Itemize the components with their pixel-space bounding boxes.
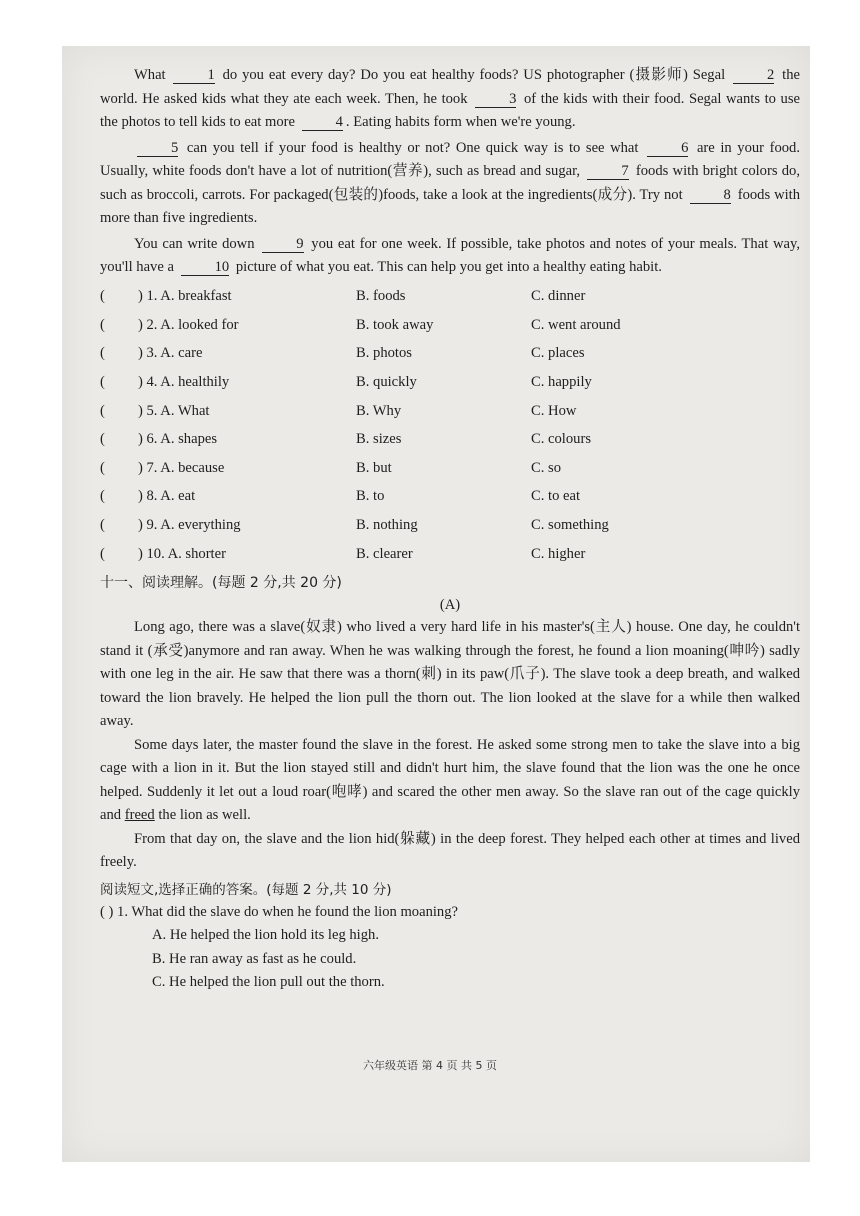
option-row bbox=[100, 540, 800, 569]
blank-8[interactable]: 8 bbox=[690, 187, 731, 204]
option-c: C. dinner bbox=[531, 288, 586, 305]
option-c: C. to eat bbox=[531, 488, 581, 505]
option-row bbox=[100, 397, 800, 426]
reading-paragraph-3: From that day on, the slave and the lion hid(躲藏) in the deep forest. They helped each other at times and lived freely. bbox=[100, 830, 800, 871]
option-a: ) 8. A. eat bbox=[138, 488, 196, 505]
option-c: C. places bbox=[531, 345, 585, 362]
option-row bbox=[100, 511, 800, 540]
reading-instruction: 阅读短文,选择正确的答案。(每题 2 分,共 10 分) bbox=[100, 881, 392, 898]
option-b: B. but bbox=[356, 459, 392, 476]
option-b: B. quickly bbox=[356, 374, 417, 391]
cloze-options bbox=[100, 283, 800, 569]
option-b: B. took away bbox=[356, 316, 434, 333]
blank-10[interactable]: 10 bbox=[181, 259, 230, 276]
answer-bracket[interactable]: ( bbox=[100, 517, 105, 534]
option-row bbox=[100, 425, 800, 454]
answer-bracket[interactable]: ( bbox=[100, 402, 105, 419]
option-row bbox=[100, 483, 800, 512]
option-a: ) 3. A. care bbox=[138, 345, 203, 362]
option-b: B. to bbox=[356, 488, 385, 505]
blank-4[interactable]: 4 bbox=[302, 114, 343, 131]
cloze-paragraph-1: What 1 do you eat every day? Do you eat healthy foods? US photographer (摄影师) Segal 2 the world. He asked kids what they ate each week. Then, he took 3 of the kids with their food. Segal wants to use the photos to tell kids to eat more 4 . Eating habits form when we're young. bbox=[100, 67, 800, 130]
option-a: ) 5. A. What bbox=[138, 402, 210, 419]
question-1[interactable]: ( ) 1. What did the slave do when he found the lion moaning? bbox=[100, 903, 459, 920]
option-row bbox=[100, 340, 800, 369]
option-a: ) 9. A. everything bbox=[138, 517, 241, 534]
reading-heading: 十一、阅读理解。(每题 2 分,共 20 分) bbox=[100, 575, 342, 592]
question-1-option-a: A. He helped the lion hold its leg high. bbox=[152, 927, 379, 944]
question-1-option-b: B. He ran away as fast as he could. bbox=[152, 950, 357, 967]
answer-bracket[interactable]: ( bbox=[100, 345, 105, 362]
option-row bbox=[100, 283, 800, 312]
option-b: B. photos bbox=[356, 345, 412, 362]
section-label: (A) bbox=[439, 597, 461, 614]
option-c: C. happily bbox=[531, 374, 592, 391]
reading-paragraph-2: Some days later, the master found the slave in the forest. He asked some strong men to take the slave into a big cage with a lion in it. But the lion stayed still and didn't hurt him, the slave found that the lion was the one he once helped. Suddenly it let out a loud roar(咆哮) and scared the other men away. So the slave ran out of the cage quickly and freed the lion as well. bbox=[100, 736, 800, 824]
reading-paragraph-1: Long ago, there was a slave(奴隶) who lived a very hard life in his master's(主人) house. One day, he couldn't stand it (承受)anymore and ran away. When he was walking through the forest, he found a lion moaning(呻吟) sadly with one leg in the air. He saw that there was a thorn(刺) in its paw(爪子). The slave took a deep breath, and walked toward the lion bravely. He helped the lion pull the thorn out. The lion looked at the slave for a while then walked away. bbox=[100, 619, 800, 730]
option-c: C. higher bbox=[531, 545, 586, 562]
option-a: ) 10. A. shorter bbox=[138, 545, 226, 562]
option-b: B. foods bbox=[356, 288, 406, 305]
option-c: C. How bbox=[531, 402, 577, 419]
question-1-option-c: C. He helped the lion pull out the thorn. bbox=[152, 974, 385, 991]
blank-5[interactable]: 5 bbox=[137, 140, 178, 157]
answer-bracket[interactable]: ( bbox=[100, 459, 105, 476]
option-c: C. something bbox=[531, 517, 609, 534]
underlined-word: freed bbox=[124, 807, 155, 824]
option-a: ) 4. A. healthily bbox=[138, 374, 230, 391]
option-row bbox=[100, 368, 800, 397]
option-a: ) 6. A. shapes bbox=[138, 431, 218, 448]
answer-bracket[interactable]: ( bbox=[100, 545, 105, 562]
blank-9[interactable]: 9 bbox=[262, 236, 303, 253]
blank-3[interactable]: 3 bbox=[475, 91, 516, 108]
page-content bbox=[100, 64, 800, 995]
cloze-paragraph-3: You can write down 9 you eat for one week. If possible, take photos and notes of your meals. That way, you'll have a 10 picture of what you eat. This can help you get into a healthy eating habit. bbox=[100, 235, 800, 275]
option-b: B. clearer bbox=[356, 545, 413, 562]
option-a: ) 7. A. because bbox=[138, 459, 225, 476]
option-a: ) 2. A. looked for bbox=[138, 316, 239, 333]
answer-bracket[interactable]: ( bbox=[100, 431, 105, 448]
blank-6[interactable]: 6 bbox=[647, 140, 688, 157]
option-c: C. so bbox=[531, 459, 562, 476]
page-footer: 六年级英语 第 4 页 共 5 页 bbox=[363, 1059, 497, 1072]
option-b: B. sizes bbox=[356, 431, 402, 448]
option-b: B. nothing bbox=[356, 517, 418, 534]
option-a: ) 1. A. breakfast bbox=[138, 288, 232, 305]
answer-bracket[interactable]: ( bbox=[100, 488, 105, 505]
cloze-paragraph-2: 5 can you tell if your food is healthy or not? One quick way is to see what 6 are in your food. Usually, white foods don't have a lot of nutrition(营养), such as bread and sugar, 7 foods with bright colors do, such as broccoli, carrots. For packaged(包装的)foods, take a look at the ingredients(成分). Try not 8 foods with more than five ingredients. bbox=[100, 139, 801, 226]
option-c: C. colours bbox=[531, 431, 591, 448]
option-c: C. went around bbox=[531, 316, 621, 333]
blank-2[interactable]: 2 bbox=[733, 67, 774, 84]
option-row bbox=[100, 454, 800, 483]
answer-bracket[interactable]: ( bbox=[100, 288, 105, 305]
option-b: B. Why bbox=[356, 402, 402, 419]
answer-bracket[interactable]: ( bbox=[100, 316, 105, 333]
blank-1[interactable]: 1 bbox=[173, 67, 214, 84]
answer-bracket[interactable]: ( bbox=[100, 374, 105, 391]
option-row bbox=[100, 311, 800, 340]
blank-7[interactable]: 7 bbox=[587, 163, 628, 180]
